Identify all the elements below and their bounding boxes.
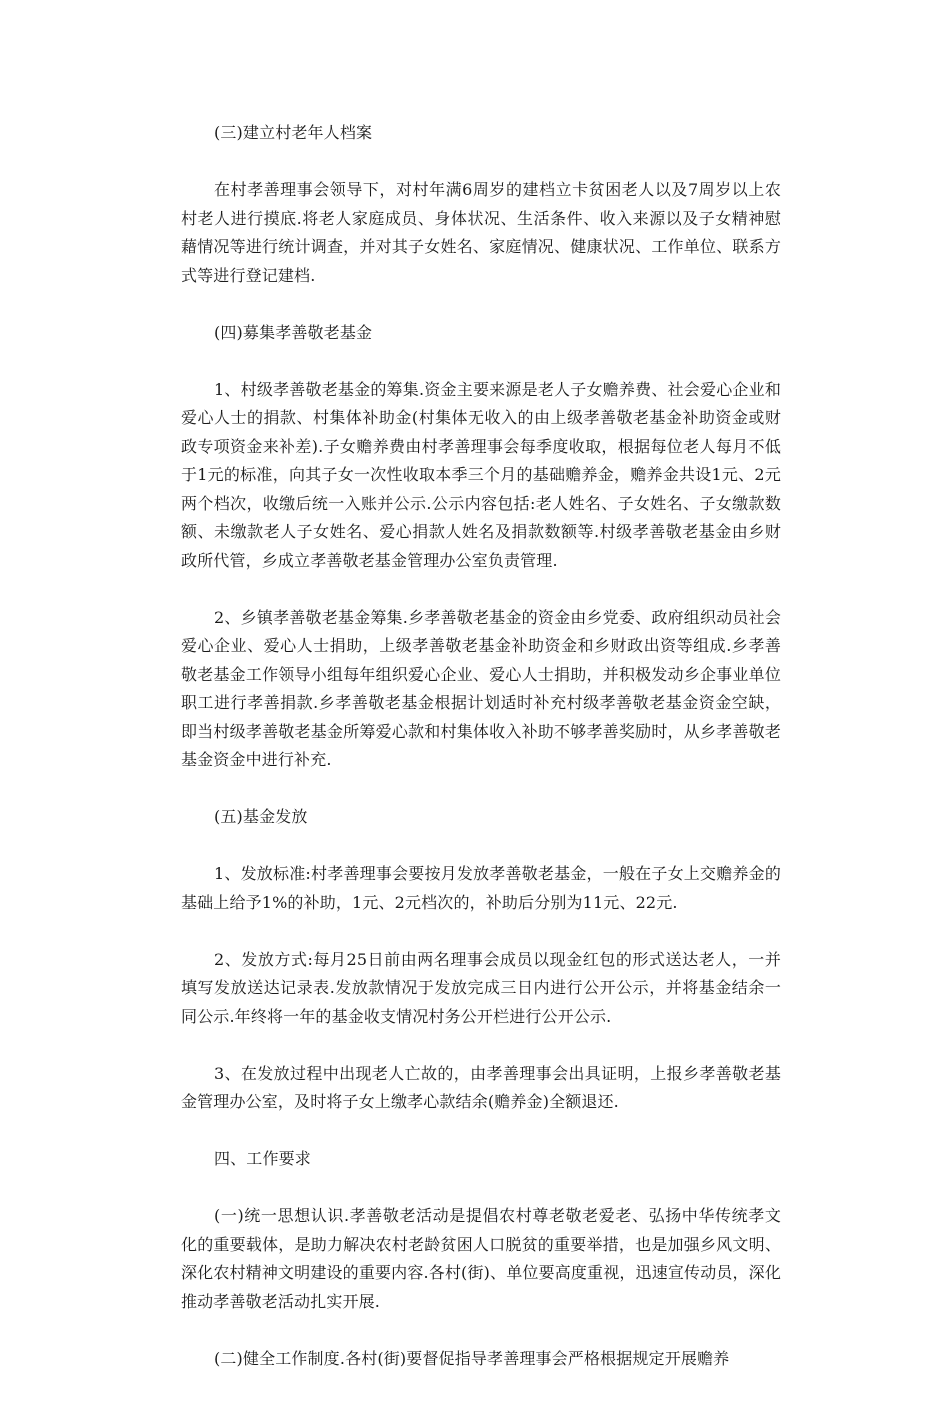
paragraph-unify-thinking: (一)统一思想认识.孝善敬老活动是提倡农村尊老敬老爱老、弘扬中华传统孝文化的重要载体，是助力解决农村老龄贫困人口脱贫的重要举措，也是加强乡风文明、深化农村精神文明建设的重要内容.各村(街)、单位要高度重视，迅速宣传动员，深化推动孝善敬老活动扎实开展.	[181, 1206, 781, 1311]
section-heading-distribution: (五)基金发放	[214, 807, 308, 826]
paragraph-village-fund: 1、村级孝善敬老基金的筹集.资金主要来源是老人子女赡养费、社会爱心企业和爱心人士的捐款、村集体补助金(村集体无收入的由上级孝善敬老基金补助资金或财政专项资金来补差).子女赡养费由村孝善理事会每季度收取，根据每位老人每月不低于1元的标准，向其子女一次性收取本季三个月的基础赡养金，赡养金共设1元、2元两个档次，收缴后统一入账并公示.公示内容包括:老人姓名、子女姓名、子女缴款数额、未缴款老人子女姓名、爱心捐款人姓名及捐款数额等.村级孝善敬老基金由乡财政所代管，乡成立孝善敬老基金管理办公室负责管理.	[181, 379, 781, 570]
paragraph-distribution-refund: 3、在发放过程中出现老人亡故的，由孝善理事会出具证明，上报乡孝善敬老基金管理办公室，及时将子女上缴孝心款结余(赡养金)全额退还.	[181, 1063, 781, 1111]
document-body	[181, 119, 781, 1402]
section-heading-requirements: 四、工作要求	[214, 1149, 311, 1168]
paragraph-township-fund: 2、乡镇孝善敬老基金筹集.乡孝善敬老基金的资金由乡党委、政府组织动员社会爱心企业、爱心人士捐助，上级孝善敬老基金补助资金和乡财政出资等组成.乡孝善敬老基金工作领导小组每年组织爱心企业、爱心人士捐助，并积极发动乡企事业单位职工进行孝善捐款.乡孝善敬老基金根据计划适时补充村级孝善敬老基金资金空缺，即当村级孝善敬老基金所筹爱心款和村集体收入补助不够孝善奖励时，从乡孝善敬老基金资金中进行补充.	[181, 607, 781, 769]
section-heading-fund-raising: (四)募集孝善敬老基金	[214, 322, 373, 342]
paragraph-archive: 在村孝善理事会领导下，对村年满6周岁的建档立卡贫困老人以及7周岁以上农村老人进行摸底.将老人家庭成员、身体状况、生活条件、收入来源以及子女精神慰藉情况等进行统计调查，并对其子女姓名、家庭情况、健康状况、工作单位、联系方式等进行登记建档.	[181, 180, 781, 285]
paragraph-distribution-method: 2、发放方式:每月25日前由两名理事会成员以现金红包的形式送达老人，一并填写发放送达记录表.发放款情况于发放完成三日内进行公开公示，并将基金结余一同公示.年终将一年的基金收支情况村务公开栏进行公开公示.	[181, 949, 781, 1026]
paragraph-distribution-standard: 1、发放标准:村孝善理事会要按月发放孝善敬老基金，一般在子女上交赡养金的基础上给予1%的补助，1元、2元档次的，补助后分别为11元、22元.	[181, 864, 781, 912]
paragraph-work-system: (二)健全工作制度.各村(街)要督促指导孝善理事会严格根据规定开展赡养	[214, 1348, 730, 1368]
section-heading-archive: (三)建立村老年人档案	[214, 123, 373, 142]
